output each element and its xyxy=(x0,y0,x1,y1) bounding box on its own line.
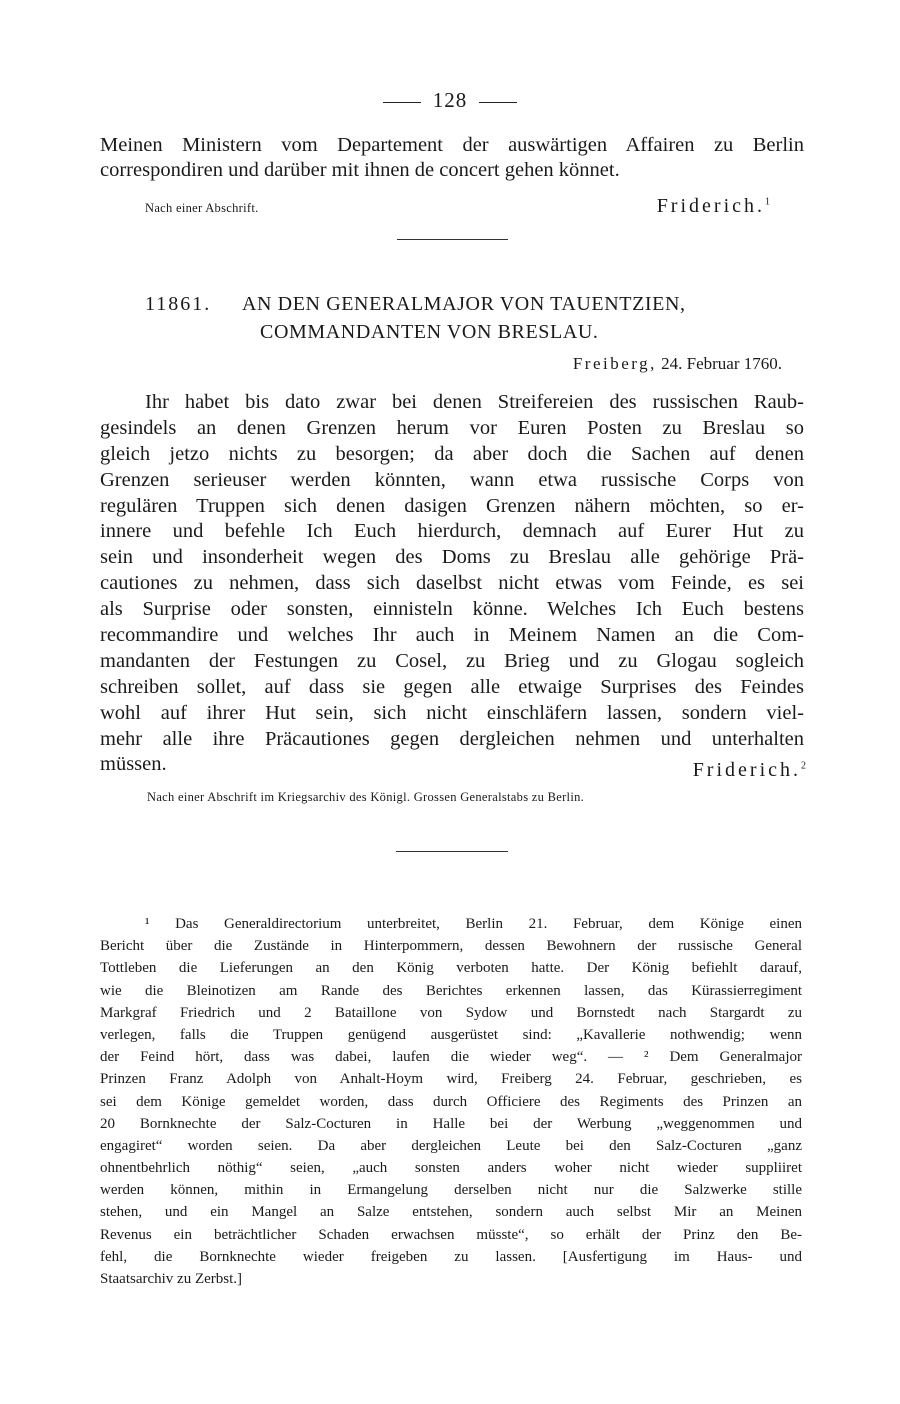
footnote-line: 20 Bornknechte der Salz-Cocturen in Halle bei der Werbung „weggenommen und xyxy=(100,1115,802,1132)
footnote-line: Tottleben die Lieferungen an den König verboten hatte. Der König befiehlt darauf, xyxy=(100,960,802,977)
footnote-ref-1: 1 xyxy=(765,196,770,208)
letter-line: müssen. xyxy=(100,753,167,776)
letter-place: Freiberg, xyxy=(572,354,657,373)
footnote-line: Markgraf Friedrich und 2 Bataillone von Sydow und Bornstedt nach Stargardt zu xyxy=(100,1004,802,1021)
footnote-line: wie die Bleinotizen am Rande des Berichtes erkennen lassen, das Kürassierregiment xyxy=(100,982,802,999)
footnote-line: werden können, mithin in Ermangelung derselben nicht nur die Salzwerke stille xyxy=(100,1182,802,1199)
signature-row-1 xyxy=(145,195,770,221)
letter-line: mandanten der Festungen zu Cosel, zu Brieg und zu Glogau sogleich xyxy=(100,649,804,672)
page-number-text: 128 xyxy=(432,88,468,112)
page-number xyxy=(0,88,900,113)
letter-line: gesindels an denen Grenzen herum vor Euren Posten zu Breslau so xyxy=(100,416,804,439)
footnote-ref-2: 2 xyxy=(801,760,806,772)
letter-line: cautiones zu nehmen, dass sich daselbst nicht etwas vom Feinde, es sei xyxy=(100,572,804,595)
footnotes xyxy=(100,913,802,1290)
letter-line: regulären Truppen sich denen dasigen Grenzen nähern möchten, so er- xyxy=(100,494,804,517)
letter-line: innere und befehle Ich Euch hierdurch, demnach auf Eurer Hut zu xyxy=(100,520,804,543)
footnote-line: verlegen, falls die Truppen genügend ausgerüstet sind: „Kavallerie nothwendig; wenn xyxy=(100,1026,802,1043)
source-note-1: Nach einer Abschrift. xyxy=(145,201,259,215)
letter-body xyxy=(100,390,804,778)
letter-line: gleich jetzo nichts zu besorgen; da aber doch die Sachen auf denen xyxy=(100,442,804,465)
letter-date: 24. Februar 1760. xyxy=(661,354,782,373)
footnote-line: der Feind hört, dass was dabei, laufen die wieder weg“. — ² Dem Generalmajor xyxy=(100,1049,802,1066)
letter-line: Grenzen serieuser werden könnten, wann etwa russische Corps von xyxy=(100,468,804,491)
letter-heading-line-1: AN DEN GENERALMAJOR VON TAUENTZIEN, xyxy=(242,293,686,315)
letter-line: Ihr habet bis dato zwar bei denen Streifereien des russischen Raub- xyxy=(145,391,804,413)
section-divider-1 xyxy=(397,239,508,240)
letter-dateline xyxy=(573,354,782,374)
footnote-line: Revenus ein beträchtlicher Schaden erwachsen müsste“, so erhält der Prinz den Be- xyxy=(100,1226,802,1243)
page-number-dash-right xyxy=(479,102,517,103)
signature-1 xyxy=(657,195,770,218)
letter-line: recommandire und welches Ihr auch in Meinem Namen an die Com- xyxy=(100,624,804,647)
signature-1-text: Friderich. xyxy=(656,195,765,217)
footnote-line: sei dem Könige gemeldet worden, dass durch Officiere des Regiments des Prinzen an xyxy=(100,1093,802,1110)
footnote-line: Staatsarchiv zu Zerbst.] xyxy=(100,1271,243,1287)
letter-line: als Surprise oder sonsten, einnisteln könne. Welches Ich Euch bestens xyxy=(100,598,804,621)
letter-line: schreiben sollet, auf dass sie gegen alle etwaige Surprises des Feindes xyxy=(100,675,804,698)
footnote-line: engagiret“ worden seien. Da aber dergleichen Leute bei den Salz-Cocturen „ganz xyxy=(100,1137,802,1154)
signature-2 xyxy=(693,759,806,782)
footnote-line: ¹ Das Generaldirectorium unterbreitet, Berlin 21. Februar, dem Könige einen xyxy=(145,916,802,932)
archive-source-note: Nach einer Abschrift im Kriegsarchiv des Königl. Grossen Generalstabs zu Berlin. xyxy=(147,790,585,804)
signature-2-text: Friderich. xyxy=(692,759,801,781)
continuation-line: correspondiren und darüber mit ihnen de concert gehen könnet. xyxy=(100,159,620,181)
section-divider-2 xyxy=(396,851,508,852)
footnote-line: ohnentbehrlich nöthig“ seien, „auch sonsten anders woher nicht wieder suppliiret xyxy=(100,1160,802,1177)
continuation-text xyxy=(100,133,804,183)
letter-number: 11861. xyxy=(145,293,212,315)
letter-line: sein und insonderheit wegen des Doms zu Breslau alle gehörige Prä- xyxy=(100,546,804,569)
letter-heading-line-2: COMMANDANTEN VON BRESLAU. xyxy=(260,321,599,343)
page-number-dash-left xyxy=(383,102,421,103)
letter-line: wohl auf ihrer Hut sein, sich nicht einschläfern lassen, sondern viel- xyxy=(100,701,804,724)
footnote-line: Prinzen Franz Adolph von Anhalt-Hoym wird, Freiberg 24. Februar, geschrieben, es xyxy=(100,1071,802,1088)
continuation-line: Meinen Ministern vom Departement der auswärtigen Affairen zu Berlin xyxy=(100,134,804,156)
footnote-line: stehen, und ein Mangel an Salze entstehen, sondern auch selbst Mir an Meinen xyxy=(100,1204,802,1221)
letter-line: mehr alle ihre Präcautiones gegen dergleichen nehmen und unterhalten xyxy=(100,727,804,750)
footnote-line: Bericht über die Zustände in Hinterpommern, dessen Bewohnern der russische General xyxy=(100,938,802,955)
footnote-line: fehl, die Bornknechte wieder freigeben zu lassen. [Ausfertigung im Haus- und xyxy=(100,1248,802,1265)
signature-row-2 xyxy=(100,756,806,782)
